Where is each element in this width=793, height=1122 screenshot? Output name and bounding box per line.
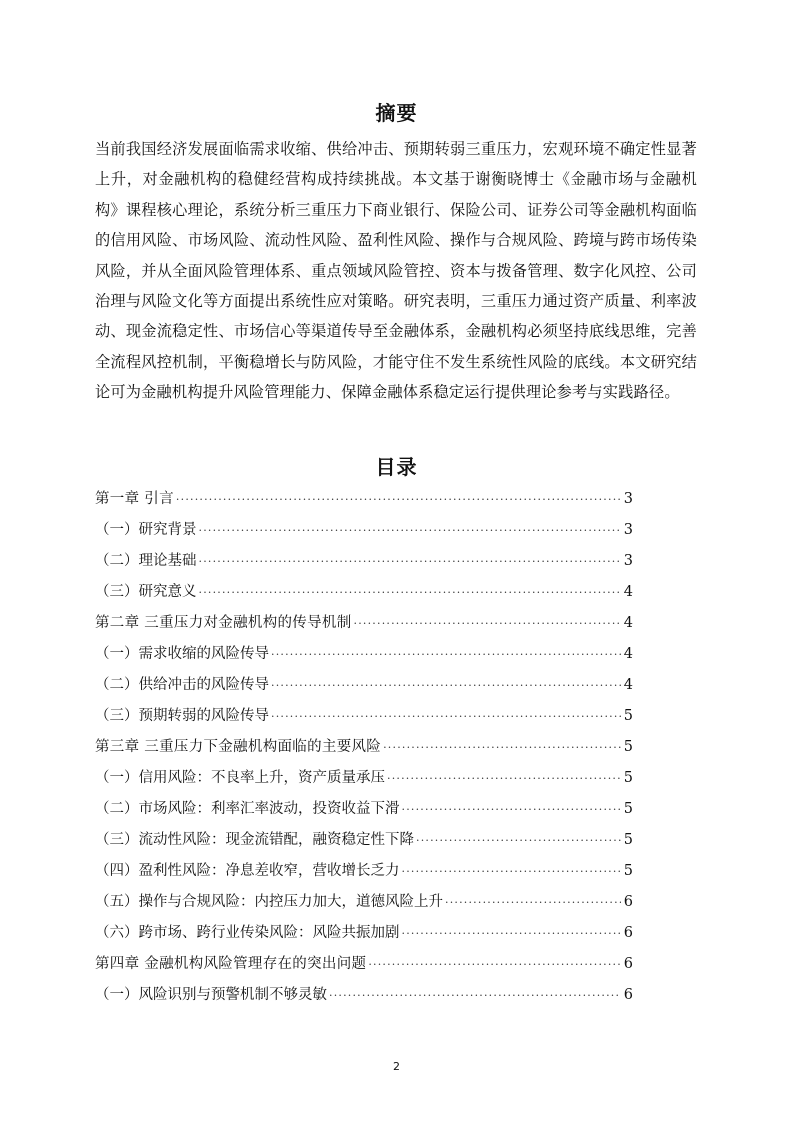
- toc-dot-leader: [199, 577, 622, 608]
- toc-entry-title: （二）市场风险：利率汇率波动，投资收益下滑: [95, 801, 400, 817]
- toc-section-entry[interactable]: [95, 639, 633, 670]
- toc-entry-page: 5: [623, 863, 633, 879]
- toc-entry-page: 5: [623, 770, 633, 786]
- toc-dot-leader: [416, 825, 621, 856]
- toc-dot-leader: [445, 887, 621, 918]
- toc-entry-page: 6: [623, 925, 633, 941]
- toc-entry-title: （一）信用风险：不良率上升，资产质量承压: [95, 770, 385, 786]
- toc-entry-title: （六）跨市场、跨行业传染风险：风险共振加剧: [95, 925, 400, 941]
- toc-entry-title: （五）操作与合规风险：内控压力加大，道德风险上升: [95, 894, 443, 910]
- toc-title: 目录: [375, 455, 418, 479]
- toc-dot-leader: [271, 639, 621, 670]
- abstract-title: 摘要: [375, 101, 418, 125]
- toc-entry-page: 5: [623, 708, 633, 724]
- toc-entry-page: 5: [623, 832, 633, 848]
- toc-entry-title: （三）研究意义: [95, 584, 197, 600]
- toc-entry-page: 4: [623, 677, 633, 693]
- toc-dot-leader: [176, 484, 621, 515]
- toc-section-entry[interactable]: [95, 887, 633, 918]
- toc-entry-page: 4: [623, 584, 633, 600]
- toc-section-entry[interactable]: [95, 825, 633, 856]
- toc-dot-leader: [199, 546, 622, 577]
- toc-section-entry[interactable]: [95, 546, 633, 577]
- toc-chapter-entry[interactable]: [95, 949, 633, 980]
- toc-entry-page: 5: [623, 739, 633, 755]
- table-of-contents: [95, 484, 633, 1011]
- abstract-body: 当前我国经济发展面临需求收缩、供给冲击、预期转弱三重压力，宏观环境不确定性显著上升，对金融机构的稳健经营构成持续挑战。本文基于谢衡晓博士《金融市场与金融机构》课程核心理论，系统分析三重压力下商业银行、保险公司、证券公司等金融机构面临的信用风险、市场风险、流动性风险、盈利性风险、操作与合规风险、跨境与跨市场传染风险，并从全面风险管理体系、重点领域风险管控、资本与拨备管理、数字化风控、公司治理与风险文化等方面提出系统性应对策略。研究表明，三重压力通过资产质量、利率波动、现金流稳定性、市场信心等渠道传导至金融体系，金融机构必须坚持底线思维，完善全流程风控机制，平衡稳增长与防风险，才能守住不发生系统性风险的底线。本文研究结论可为金融机构提升风险管理能力、保障金融体系稳定运行提供理论参考与实践路径。: [95, 140, 697, 402]
- toc-entry-title: （一）需求收缩的风险传导: [95, 646, 269, 662]
- toc-section-entry[interactable]: [95, 918, 633, 949]
- toc-entry-page: 6: [623, 987, 633, 1003]
- toc-dot-leader: [387, 763, 621, 794]
- toc-entry-page: 4: [623, 615, 633, 631]
- toc-section-entry[interactable]: [95, 670, 633, 701]
- toc-dot-leader: [329, 980, 621, 1011]
- toc-entry-title: （四）盈利性风险：净息差收窄，营收增长乏力: [95, 863, 400, 879]
- toc-entry-page: 6: [623, 956, 633, 972]
- toc-dot-leader: [402, 794, 622, 825]
- toc-dot-leader: [271, 701, 621, 732]
- toc-dot-leader: [199, 515, 622, 546]
- toc-section-entry[interactable]: [95, 856, 633, 887]
- toc-chapter-entry[interactable]: [95, 732, 633, 763]
- toc-entry-page: 5: [623, 801, 633, 817]
- toc-dot-leader: [402, 918, 622, 949]
- toc-section-entry[interactable]: [95, 763, 633, 794]
- toc-section-entry[interactable]: [95, 701, 633, 732]
- toc-entry-title: 第四章 金融机构风险管理存在的突出问题: [95, 956, 367, 972]
- toc-section-entry[interactable]: [95, 980, 633, 1011]
- toc-entry-page: 3: [623, 553, 633, 569]
- toc-section-entry[interactable]: [95, 794, 633, 825]
- toc-dot-leader: [383, 732, 621, 763]
- toc-entry-title: （一）研究背景: [95, 522, 197, 538]
- toc-entry-title: （二）供给冲击的风险传导: [95, 677, 269, 693]
- toc-dot-leader: [271, 670, 621, 701]
- toc-entry-title: （二）理论基础: [95, 553, 197, 569]
- toc-section-entry[interactable]: [95, 515, 633, 546]
- toc-entry-title: （一）风险识别与预警机制不够灵敏: [95, 987, 327, 1003]
- toc-entry-title: 第三章 三重压力下金融机构面临的主要风险: [95, 739, 382, 755]
- toc-entry-title: （三）流动性风险：现金流错配，融资稳定性下降: [95, 832, 414, 848]
- toc-entry-page: 3: [623, 522, 633, 538]
- toc-dot-leader: [402, 856, 622, 887]
- toc-entry-title: （三）预期转弱的风险传导: [95, 708, 269, 724]
- toc-chapter-entry[interactable]: [95, 484, 633, 515]
- toc-dot-leader: [354, 608, 621, 639]
- toc-entry-title: 第二章 三重压力对金融机构的传导机制: [95, 615, 352, 631]
- toc-chapter-entry[interactable]: [95, 608, 633, 639]
- toc-dot-leader: [368, 949, 621, 980]
- toc-entry-page: 3: [623, 491, 633, 507]
- toc-section-entry[interactable]: [95, 577, 633, 608]
- toc-entry-page: 4: [623, 646, 633, 662]
- page-number: 2: [393, 1060, 400, 1073]
- toc-entry-title: 第一章 引言: [95, 491, 174, 507]
- toc-entry-page: 6: [623, 894, 633, 910]
